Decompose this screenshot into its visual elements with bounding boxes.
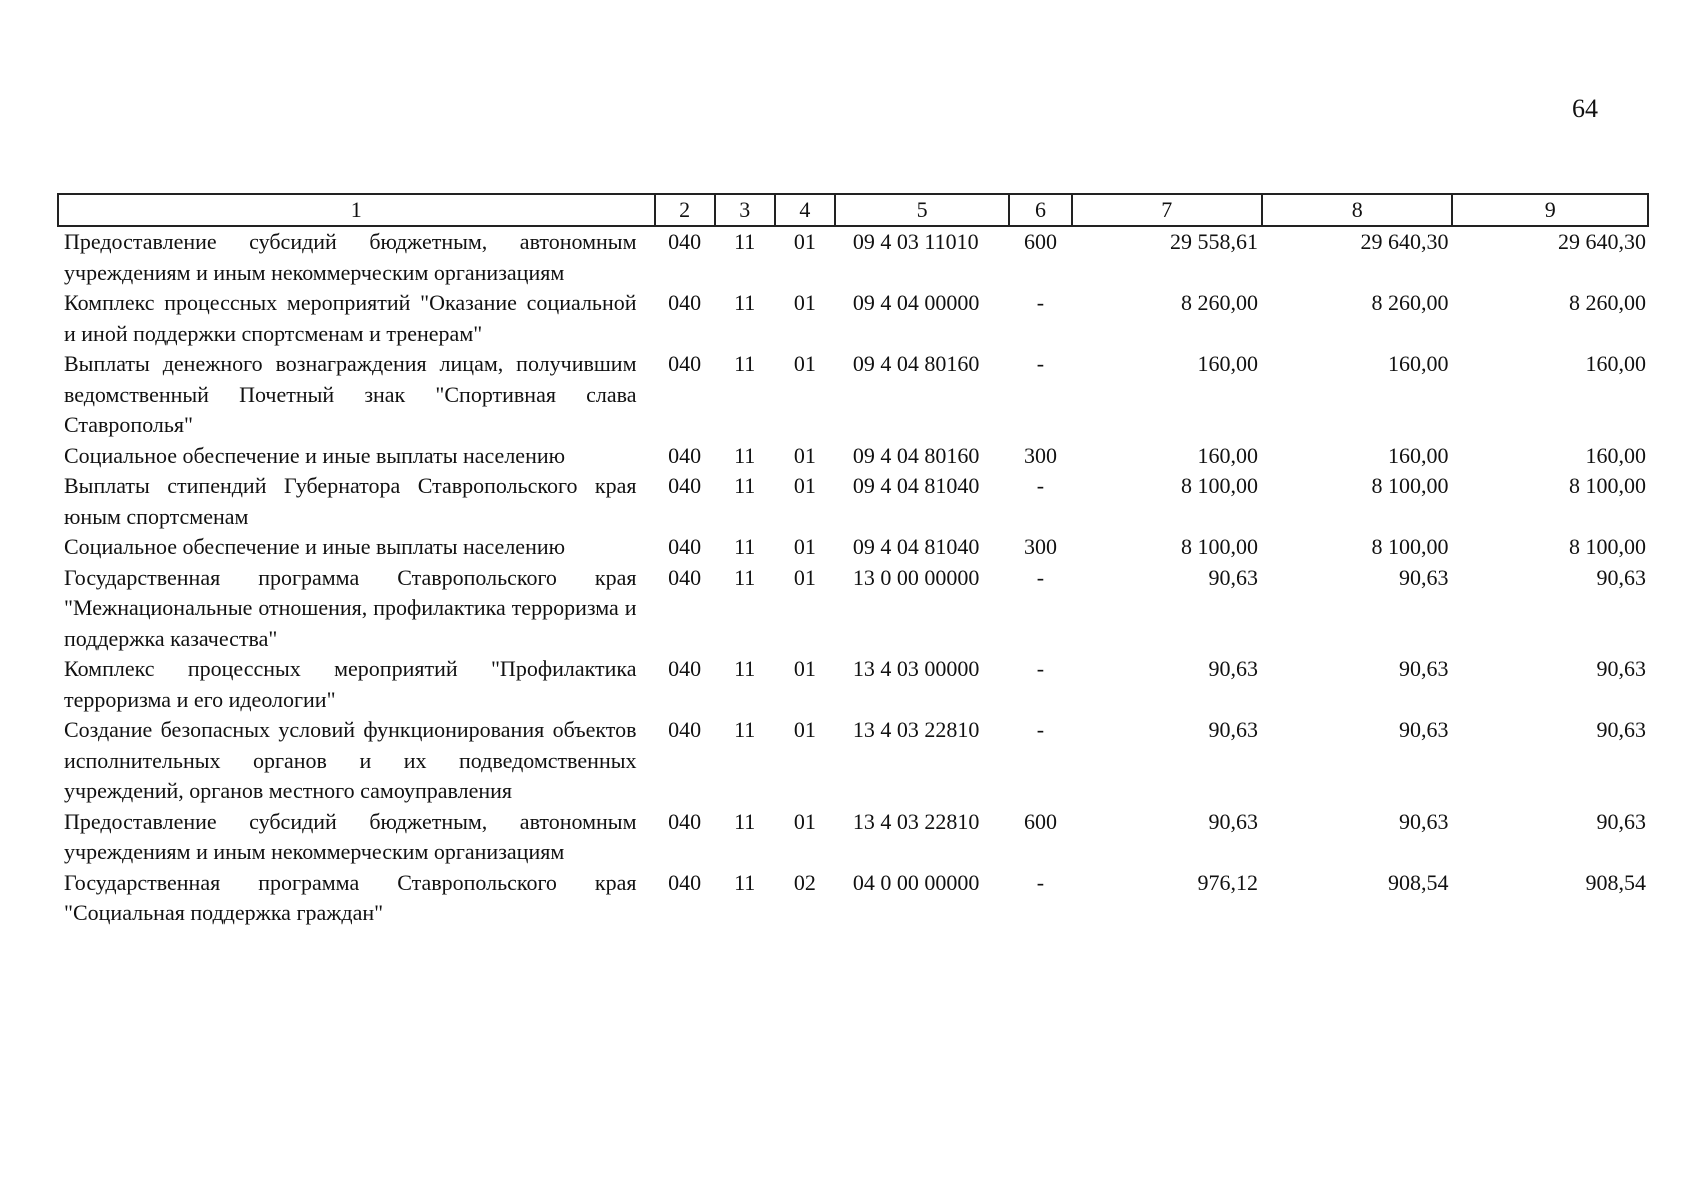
amount-col-7: 90,63 <box>1208 808 1258 834</box>
expense-type-code: - <box>1036 290 1045 315</box>
ministry-code: 040 <box>668 290 702 315</box>
expense-type-code: - <box>1036 351 1045 376</box>
section-code: 11 <box>734 442 756 468</box>
column-header-3: 3 <box>715 194 775 226</box>
amount-col-7: 8 100,00 <box>1180 534 1258 559</box>
table-row <box>58 441 1648 472</box>
amount-col-7: 976,12 <box>1197 869 1258 895</box>
amount-col-8: 908,54 <box>1387 869 1449 895</box>
item-name: Комплекс процессных мероприятий "Оказание социальной и иной поддержки спортсменам и тренерам" <box>64 290 637 346</box>
section-code: 11 <box>734 534 756 559</box>
expense-type-code: - <box>1036 869 1045 895</box>
item-name: Создание безопасных условий функционирования объектов исполнительных органов и их подведомственных учреждений, органов местного самоуправления <box>64 717 637 803</box>
section-code: 11 <box>734 564 756 590</box>
amount-col-9: 8 100,00 <box>1569 473 1646 498</box>
item-name: Государственная программа Ставропольского края "Межнациональные отношения, профилактика терроризма и поддержка казачества" <box>64 564 637 651</box>
subsection-code: 01 <box>793 808 816 834</box>
subsection-code: 01 <box>793 442 816 468</box>
target-article-code: 13 4 03 00000 <box>852 656 980 681</box>
table-row <box>58 654 1648 715</box>
expense-type-code: - <box>1036 717 1045 742</box>
expense-type-code: 300 <box>1023 442 1057 468</box>
section-code: 11 <box>734 351 756 376</box>
amount-col-8: 160,00 <box>1387 442 1449 468</box>
item-name: Комплекс процессных мероприятий "Профилактика терроризма и его идеологии" <box>64 656 637 712</box>
amount-col-8: 90,63 <box>1398 656 1449 681</box>
section-code: 11 <box>734 229 756 254</box>
budget-table <box>57 193 1649 929</box>
ministry-code: 040 <box>668 656 702 681</box>
item-name: Предоставление субсидий бюджетным, автономным учреждениям и иным некоммерческим организациям <box>64 229 637 285</box>
table-row <box>58 868 1648 929</box>
target-article-code: 09 4 04 81040 <box>852 473 980 498</box>
amount-col-8: 90,63 <box>1398 808 1449 834</box>
ministry-code: 040 <box>668 351 702 376</box>
subsection-code: 01 <box>793 717 816 742</box>
target-article-code: 13 4 03 22810 <box>852 808 980 834</box>
subsection-code: 01 <box>793 534 816 559</box>
section-code: 11 <box>734 290 756 315</box>
table-row <box>58 349 1648 441</box>
target-article-code: 13 0 00 00000 <box>852 564 980 590</box>
ministry-code: 040 <box>668 473 702 498</box>
amount-col-8: 90,63 <box>1398 564 1449 590</box>
expense-type-code: - <box>1036 473 1045 498</box>
subsection-code: 01 <box>793 473 816 498</box>
ministry-code: 040 <box>668 534 702 559</box>
item-name: Социальное обеспечение и иные выплаты населению <box>64 442 566 468</box>
section-code: 11 <box>734 808 756 834</box>
target-article-code: 09 4 04 81040 <box>852 534 980 559</box>
target-article-code: 09 4 04 80160 <box>852 351 980 376</box>
expense-type-code: - <box>1036 656 1045 681</box>
item-name: Предоставление субсидий бюджетным, автономным учреждениям и иным некоммерческим организациям <box>64 808 637 864</box>
column-header-7: 7 <box>1072 194 1262 226</box>
amount-col-8: 160,00 <box>1387 351 1449 376</box>
expense-type-code: - <box>1036 564 1045 590</box>
target-article-code: 09 4 03 11010 <box>852 229 979 254</box>
item-name: Социальное обеспечение и иные выплаты населению <box>64 534 566 559</box>
amount-col-9: 90,63 <box>1596 717 1646 742</box>
column-header-2: 2 <box>655 194 715 226</box>
amount-col-7: 29 558,61 <box>1169 229 1258 254</box>
table-row <box>58 288 1648 349</box>
amount-col-7: 160,00 <box>1197 442 1258 468</box>
item-name: Выплаты денежного вознаграждения лицам, получившим ведомственный Почетный знак "Спортивная слава Ставрополья" <box>64 351 637 437</box>
table-row <box>58 807 1648 868</box>
amount-col-7: 90,63 <box>1208 656 1258 681</box>
subsection-code: 01 <box>793 351 816 376</box>
amount-col-9: 90,63 <box>1596 808 1646 834</box>
amount-col-9: 160,00 <box>1585 442 1646 468</box>
subsection-code: 02 <box>793 869 816 895</box>
amount-col-8: 8 100,00 <box>1371 473 1449 498</box>
amount-col-9: 8 260,00 <box>1569 290 1646 315</box>
table-row <box>58 532 1648 563</box>
amount-col-7: 90,63 <box>1208 564 1258 590</box>
amount-col-9: 90,63 <box>1596 656 1646 681</box>
subsection-code: 01 <box>793 564 816 590</box>
column-header-1: 1 <box>58 194 655 226</box>
amount-col-7: 160,00 <box>1197 351 1258 376</box>
expense-type-code: 300 <box>1023 534 1057 559</box>
section-code: 11 <box>734 656 756 681</box>
amount-col-8: 29 640,30 <box>1360 229 1449 254</box>
target-article-code: 09 4 04 80160 <box>852 442 980 468</box>
amount-col-8: 90,63 <box>1398 717 1449 742</box>
ministry-code: 040 <box>668 564 702 590</box>
table-row <box>58 226 1648 288</box>
amount-col-9: 90,63 <box>1596 564 1646 590</box>
item-name: Государственная программа Ставропольского края "Социальная поддержка граждан" <box>64 869 637 925</box>
amount-col-9: 8 100,00 <box>1569 534 1646 559</box>
ministry-code: 040 <box>668 869 702 895</box>
column-header-9: 9 <box>1452 194 1648 226</box>
expense-type-code: 600 <box>1023 808 1057 834</box>
target-article-code: 04 0 00 00000 <box>852 869 980 895</box>
amount-col-8: 8 100,00 <box>1371 534 1449 559</box>
section-code: 11 <box>734 869 756 895</box>
expense-type-code: 600 <box>1023 229 1057 254</box>
subsection-code: 01 <box>793 656 816 681</box>
target-article-code: 09 4 04 00000 <box>852 290 980 315</box>
amount-col-9: 160,00 <box>1585 351 1646 376</box>
table-row <box>58 563 1648 655</box>
ministry-code: 040 <box>668 229 702 254</box>
amount-col-7: 8 100,00 <box>1180 473 1258 498</box>
column-header-4: 4 <box>775 194 835 226</box>
amount-col-7: 90,63 <box>1208 717 1258 742</box>
column-header-6: 6 <box>1009 194 1071 226</box>
subsection-code: 01 <box>793 290 816 315</box>
ministry-code: 040 <box>668 808 702 834</box>
column-number-header-row <box>58 194 1648 226</box>
page-number: 64 <box>1572 94 1598 123</box>
target-article-code: 13 4 03 22810 <box>852 717 980 742</box>
item-name: Выплаты стипендий Губернатора Ставропольского края юным спортсменам <box>64 473 637 529</box>
column-header-5: 5 <box>835 194 1009 226</box>
amount-col-9: 29 640,30 <box>1558 229 1646 254</box>
ministry-code: 040 <box>668 442 702 468</box>
amount-col-7: 8 260,00 <box>1180 290 1258 315</box>
ministry-code: 040 <box>668 717 702 742</box>
column-header-8: 8 <box>1262 194 1452 226</box>
table-row <box>58 471 1648 532</box>
amount-col-9: 908,54 <box>1585 869 1646 895</box>
table-row <box>58 715 1648 807</box>
section-code: 11 <box>734 717 756 742</box>
section-code: 11 <box>734 473 756 498</box>
subsection-code: 01 <box>793 229 816 254</box>
amount-col-8: 8 260,00 <box>1371 290 1449 315</box>
